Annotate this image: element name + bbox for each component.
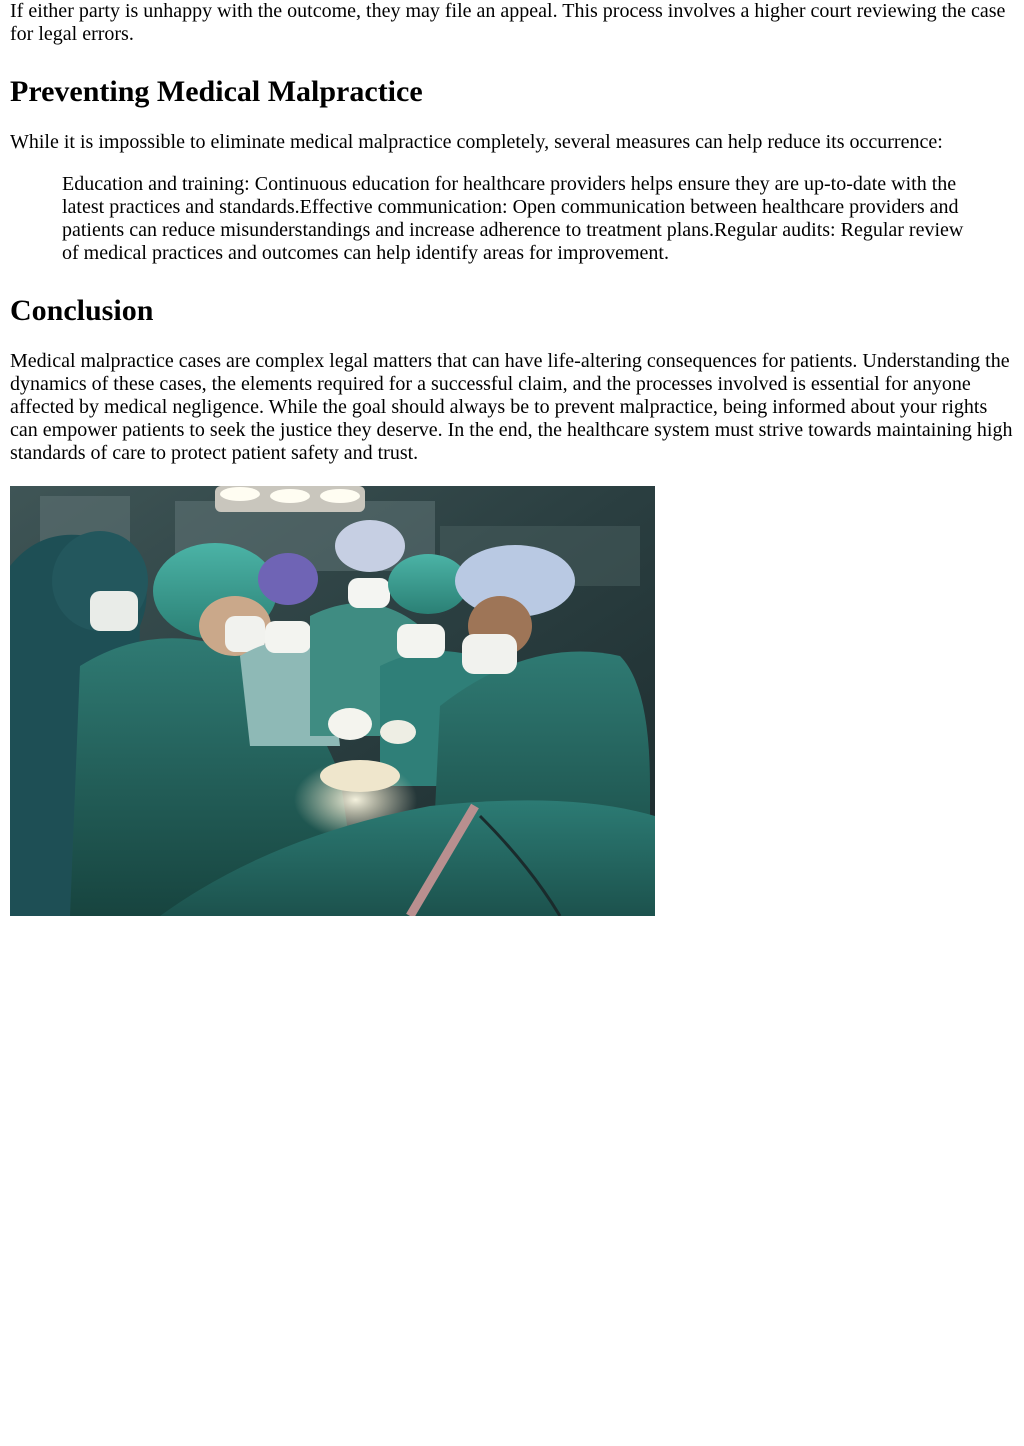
surgery-photo	[10, 486, 655, 916]
conclusion-paragraph: Medical malpractice cases are complex legal matters that can have life-altering consequences for patients. Understanding the dynamics of these cases, the elements required for a successful claim, and the processes involved is essential for anyone affected by medical negligence. While the goal should always be to prevent malpractice, being informed about your rights can empower patients to seek the justice they deserve. In the end, the healthcare system must strive towards maintaining high standards of care to protect patient safety and trust.	[10, 350, 1013, 464]
surgical-lamp	[215, 486, 365, 512]
preventive-measures-text: Education and training: Continuous education for healthcare providers helps ensure they are up-to-date with the latest practices and standards.Effective communication: Open communication between healthcare providers and patients can reduce misunderstandings and increase adherence to treatment plans.Regular audits: Regular review of medical practices and outcomes can help identify areas for improvement.	[62, 173, 964, 264]
preventing-intro-paragraph: While it is impossible to eliminate medical malpractice completely, several measures can help reduce its occurrence:	[10, 131, 943, 153]
heading-conclusion: Conclusion	[10, 294, 154, 327]
heading-preventing-malpractice: Preventing Medical Malpractice	[10, 75, 423, 108]
preventive-measures-blockquote	[62, 173, 984, 265]
appeal-paragraph: If either party is unhappy with the outcome, they may file an appeal. This process involves a higher court reviewing the case for legal errors.	[10, 0, 1006, 45]
